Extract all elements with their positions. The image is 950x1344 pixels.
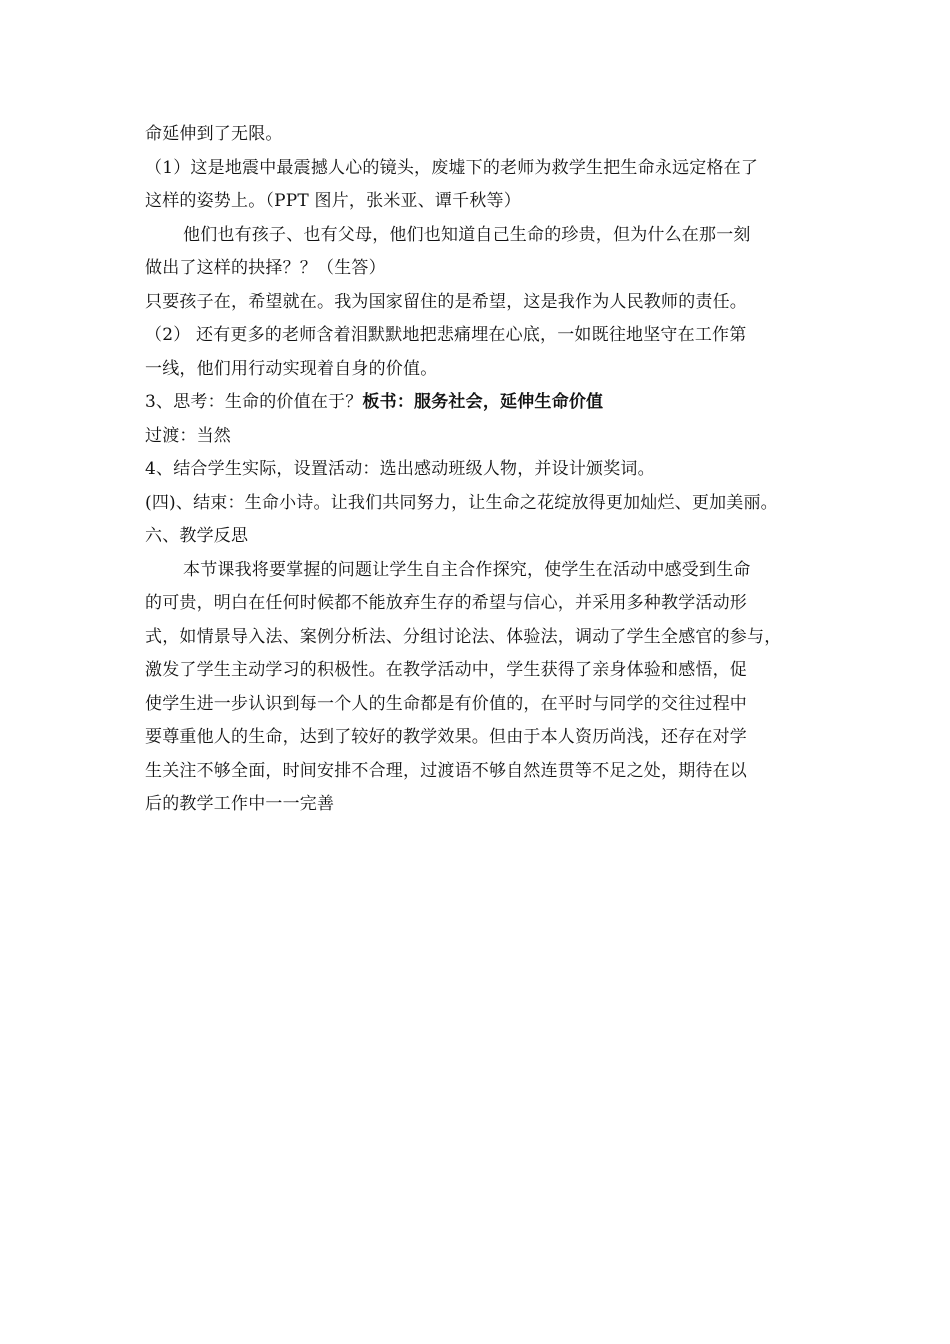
document-page	[145, 118, 825, 822]
text-line: 使学生进一步认识到每一个人的生命都是有价值的，在平时与同学的交往过程中	[145, 693, 747, 714]
section-heading: 六、教学反思	[145, 526, 249, 546]
text-line: 式，如情景导入法、案例分析法、分组讨论法、体验法，调动了学生全感官的参与，	[145, 626, 782, 647]
text-line: (四)、结束：生命小诗。让我们共同努力，让生命之花绽放得更加灿烂、更加美丽。	[145, 492, 778, 513]
text-line: （2） 还有更多的老师含着泪默默地把悲痛埋在心底，一如既往地坚守在工作第	[145, 325, 747, 345]
text-line: 的可贵，明白在任何时候都不能放弃生存的希望与信心，并采用多种教学活动形	[145, 593, 747, 613]
text-line: 激发了学生主动学习的积极性。在教学活动中，学生获得了亲身体验和感悟，促	[145, 660, 747, 680]
text-line: 要尊重他人的生命，达到了较好的教学效果。但由于本人资历尚浅，还存在对学	[145, 727, 747, 747]
text-line: 他们也有孩子、也有父母，他们也知道自己生命的珍贵，但为什么在那一刻	[183, 224, 751, 245]
text-line: 一线，他们用行动实现着自身的价值。	[145, 358, 438, 379]
text-line: 4、结合学生实际，设置活动：选出感动班级人物，并设计颁奖词。	[145, 459, 655, 479]
text-line: 后的教学工作中一一完善	[145, 794, 335, 814]
text-line: 本节课我将要掌握的问题让学生自主合作探究，使学生在活动中感受到生命	[183, 559, 751, 580]
text-line: （1）这是地震中最震撼人心的镜头，废墟下的老师为救学生把生命永远定格在了	[145, 157, 759, 178]
text-line: 做出了这样的抉择？？（生答）	[145, 258, 386, 278]
text-line: 这样的姿势上。（PPT 图片，张米亚、谭千秋等）	[145, 191, 521, 211]
text-line: 命延伸到了无限。	[145, 124, 283, 144]
text-line: 生关注不够全面，时间安排不合理，过渡语不够自然连贯等不足之处，期待在以	[145, 760, 747, 781]
text-line: 只要孩子在，希望就在。我为国家留住的是希望，这是我作为人民教师的责任。	[145, 291, 747, 312]
board-writing-text: 板书：服务社会，延伸生命价值	[362, 392, 604, 412]
text-line: 过渡：当然	[145, 425, 231, 446]
question-text: 3、思考：生命的价值在于？	[145, 392, 363, 412]
text-line	[145, 386, 825, 420]
